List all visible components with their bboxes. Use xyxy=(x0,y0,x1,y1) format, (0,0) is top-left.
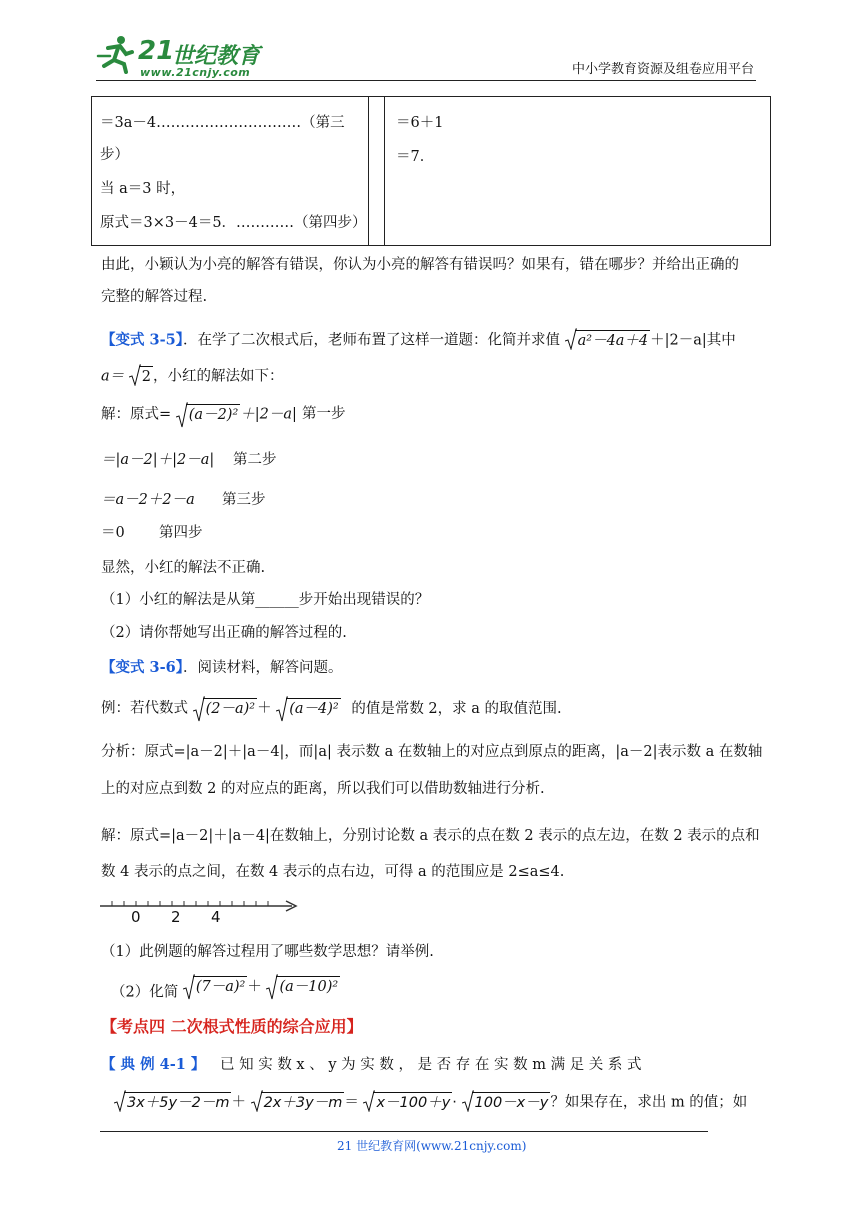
runner-logo-icon xyxy=(96,34,136,74)
question-2: （2）请你帮她写出正确的解答过程的. xyxy=(101,625,347,641)
solution-line-1: 解：原式=|a－2|＋|a－4|在数轴上，分别讨论数 a 表示的点在数 2 表示的点左边，在数 2 表示的点和 xyxy=(101,828,760,844)
table-right-line: ＝6＋1 xyxy=(396,115,444,131)
variant-tag: 【变式 3-6】 xyxy=(101,659,183,676)
logo-number: 21 xyxy=(138,36,175,66)
platform-title: 中小学教育资源及组卷应用平台 xyxy=(572,62,755,77)
step-4-label: 第四步 xyxy=(159,525,203,541)
table-divider-1 xyxy=(368,97,369,245)
footer-text: 21 世纪教育网(www.21cnjy.com) xyxy=(337,1139,527,1153)
number-line-label: 4 xyxy=(211,908,221,926)
solution-line-2: 数 4 表示的点之间，在数 4 表示的点右边，可得 a 的范围应是 2≤a≤4. xyxy=(101,864,565,880)
step-3-label: 第三步 xyxy=(222,492,266,508)
footer-rule xyxy=(100,1131,708,1132)
example-4-1-equation: 3x＋5y－2－m ＋ 2x＋3y－m ＝ x－100＋y · 100－x－y ？如果存在，求出 m 的值；如 xyxy=(114,1092,747,1113)
variant-3-6-intro: 【变式 3-6】．阅读材料，解答问题。 xyxy=(101,659,343,676)
table-right-line: ＝7． xyxy=(396,149,435,165)
analysis-line-1: 分析：原式=|a－2|＋|a－4|，而|a| 表示数 a 在数轴上的对应点到原点的距离，|a－2|表示数 a 在数轴 xyxy=(101,744,763,760)
table-divider-2 xyxy=(384,97,385,245)
table-left-line: 步） xyxy=(100,147,129,163)
question-1: （1）小红的解法是从第______步开始出现错误的？ xyxy=(101,592,430,608)
logo-url: www.21cnjy.com xyxy=(140,66,251,79)
question-1: （1）此例题的解答过程用了哪些数学思想？请举例. xyxy=(101,944,434,960)
logo-text: 世纪教育 xyxy=(172,44,261,69)
step-3: ＝a－2＋2－a xyxy=(101,492,195,508)
step-2-label: 第二步 xyxy=(233,452,277,468)
paragraph-line: 完整的解答过程. xyxy=(101,289,208,305)
variant-3-5-condition: a＝ 2 ，小红的解法如下： xyxy=(101,366,284,387)
example-line: 例：若代数式 (2－a)² ＋ (a－4)² 的值是常数 2，求 a 的取值范围. xyxy=(101,698,562,719)
solution-table xyxy=(91,96,771,246)
conclusion: 显然，小红的解法不正确. xyxy=(101,560,266,576)
number-line-label: 2 xyxy=(171,908,181,926)
section-title: 【考点四 二次根式性质的综合应用】 xyxy=(101,1017,363,1036)
paragraph-line: 由此，小颖认为小亮的解答有错误，你认为小亮的解答有错误吗？如果有，错在哪步？并给出正确的 xyxy=(101,257,739,273)
variant-tag: 【变式 3-5】 xyxy=(101,331,183,349)
table-left-line: ＝3a－4…………………………（第三 xyxy=(100,115,345,131)
analysis-line-2: 上的对应点到数 2 的对应点的距离，所以我们可以借助数轴进行分析. xyxy=(101,781,545,797)
example-4-1-intro: 【 典 例 4-1 】 已 知 实 数 x 、 y 为 实 数 ， 是 否 存 在 实 数 m 满 足 关 系 式 xyxy=(101,1056,642,1073)
step-1-label: 第一步 xyxy=(302,406,346,422)
number-line-axis xyxy=(100,896,300,912)
number-line xyxy=(100,896,300,928)
table-left-line: 当 a＝3 时， xyxy=(100,181,186,197)
step-2: ＝|a－2|＋|2－a| xyxy=(101,452,215,468)
question-2: （2）化简 (7－a)² ＋ (a－10)² xyxy=(111,982,340,1003)
sqrt-expression: a²－4a＋4 xyxy=(565,330,651,351)
variant-3-5-intro: 【变式 3-5】．在学了二次根式后，老师布置了这样一道题：化简并求值 a²－4a＋4 ＋|2－a|其中 xyxy=(101,330,736,351)
step-1: 解：原式= (a－2)² ＋|2－a| xyxy=(101,404,297,425)
header-logo xyxy=(96,30,266,80)
number-line-label: 0 xyxy=(131,908,141,926)
header-rule xyxy=(96,80,756,81)
step-4: ＝0 xyxy=(101,525,125,541)
table-left-line: 原式＝3×3－4＝5．…………（第四步） xyxy=(100,215,367,231)
example-tag: 【 典 例 4-1 】 xyxy=(101,1056,206,1073)
